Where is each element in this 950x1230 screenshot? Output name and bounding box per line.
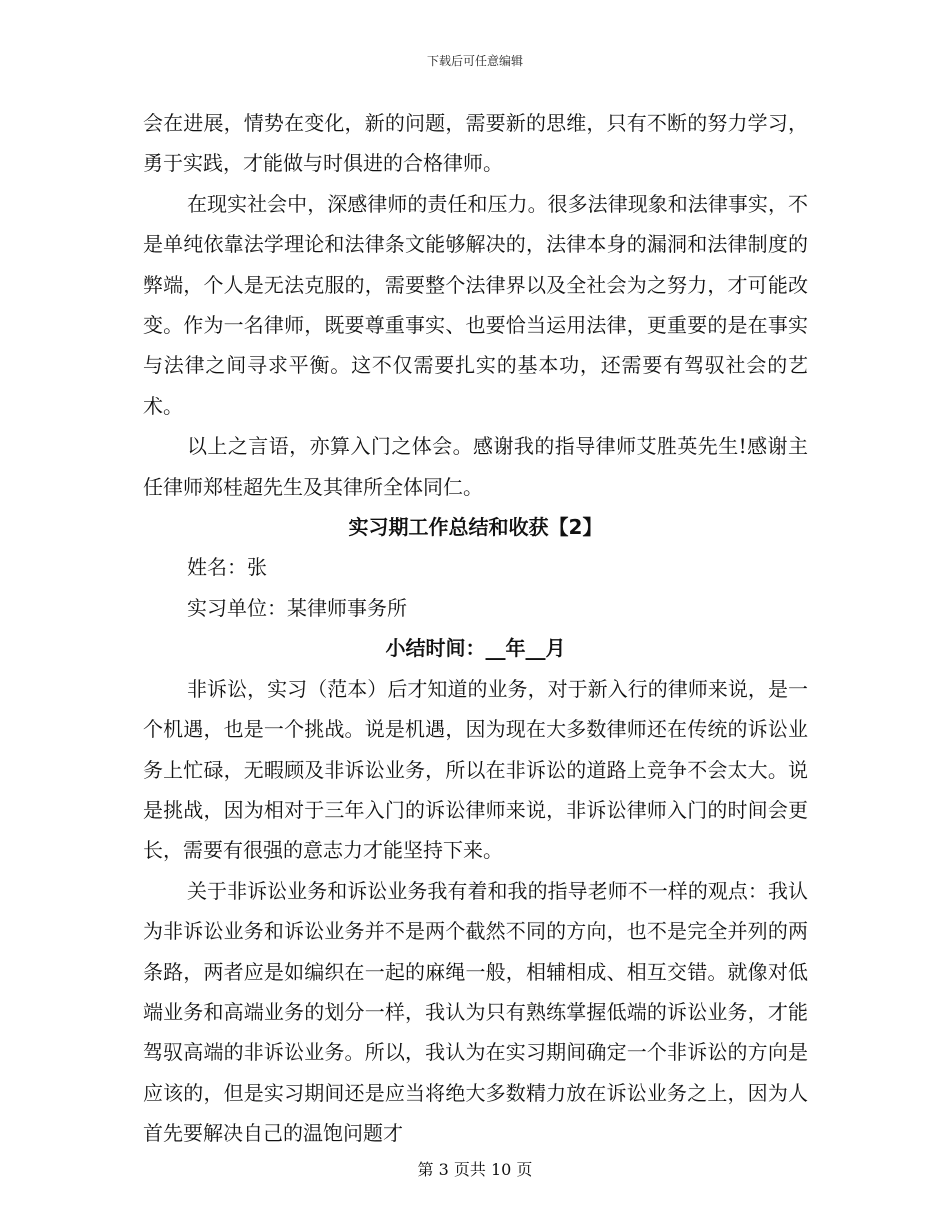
page-number: 第 3 页共 10 页 xyxy=(417,1160,533,1179)
paragraph-continuation: 会在进展，情势在变化，新的问题，需要新的思维，只有不断的努力学习，勇于实践，才能做与时俱进的合格律师。 xyxy=(143,111,808,176)
paragraph-responsibility: 在现实社会中，深感律师的责任和压力。很多法律现象和法律事实，不是单纯依靠法学理论和法律条文能够解决的，法律本身的漏洞和法律制度的弊端，个人是无法克服的，需要整个法律界以及全社会为之努力，才可能改变。作为一名律师，既要尊重事实、也要恰当运用法律，更重要的是在事实与法律之间寻求平衡。这不仅需要扎实的基本功，还需要有驾驭社会的艺术。 xyxy=(143,191,808,418)
header-note: 下载后可任意编辑 xyxy=(426,54,523,68)
paragraph-non-litigation: 非诉讼，实习（范本）后才知道的业务，对于新入行的律师来说，是一个机遇，也是一个挑战。说是机遇，因为现在大多数律师还在传统的诉讼业务上忙碌，无暇顾及非诉讼业务，所以在非诉讼的道路上竞争不会太大。说是挑战，因为相对于三年入门的诉讼律师来说，非诉讼律师入门的时间会更长，需要有很强的意志力才能坚持下来。 xyxy=(143,676,808,863)
paragraph-viewpoint: 关于非诉讼业务和诉讼业务我有着和我的指导老师不一样的观点：我认为非诉讼业务和诉讼业务并不是两个截然不同的方向，也不是完全并列的两条路，两者应是如编织在一起的麻绳一般，相辅相成、相互交错。就像对低端业务和高端业务的划分一样，我认为只有熟练掌握低端的诉讼业务，才能驾驭高端的非诉讼业务。所以，我认为在实习期间确定一个非诉讼的方向是应该的，但是实习期间还是应当将绝大多数精力放在诉讼业务之上，因为人首先要解决自己的温饱问题才 xyxy=(143,878,808,1146)
document-body xyxy=(143,103,808,1154)
summary-time-heading: 小结时间：__年__月 xyxy=(385,636,566,661)
unit-line: 实习单位：某律师事务所 xyxy=(187,595,407,620)
paragraph-thanks: 以上之言语，亦算入门之体会。感谢我的指导律师艾胜英先生!感谢主任律师郑桂超先生及其律所全体同仁。 xyxy=(143,434,808,499)
section-heading: 实习期工作总结和收获【2】 xyxy=(348,515,603,540)
name-line: 姓名：张 xyxy=(187,555,267,580)
